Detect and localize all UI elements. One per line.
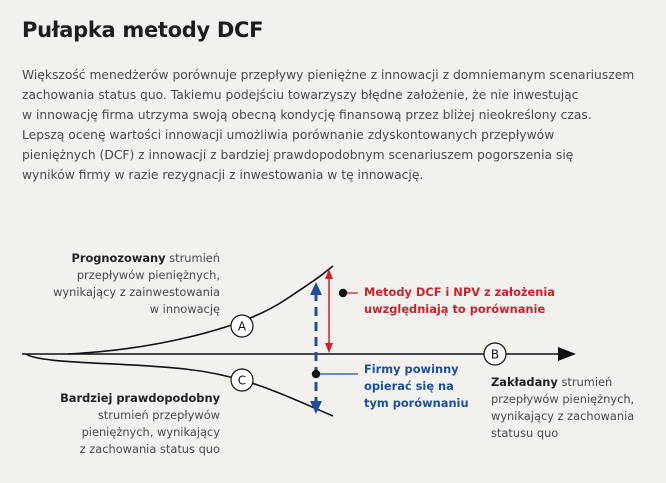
assumed-label-bold: Zakładany [491,375,558,389]
svg-text:B: B [490,347,500,362]
assumed-label-line: statusu quo [491,426,559,440]
blue-arrowhead-up [310,282,322,295]
firms-label [364,361,484,412]
assumed-label [491,374,661,442]
marker-c [231,369,253,391]
baseline-arrowhead [558,347,576,361]
assumed-label-line: wynikający z zachowania [491,409,635,423]
likely-label [30,390,220,458]
blue-leader-dot [312,370,320,378]
firms-label-line: tym porównaniu [364,396,469,410]
intro-line: pieniężnych (DCF) z innowacji z bardziej prawdopodobnym scenariuszem pogorszenia się [22,148,574,162]
dcf-label [364,284,564,318]
likely-label-line: pieniężnych, wynikający [81,425,220,439]
assumed-label-line: strumień [561,375,613,389]
dcf-label-line: Metody DCF i NPV z założenia [364,285,555,299]
forecast-label-line: w innowację [149,302,220,316]
assumed-label-line: przepływów pieniężnych, [491,392,635,406]
svg-text:C: C [237,373,247,388]
page-title: Pułapka metody DCF [22,18,264,42]
likely-label-line: strumień przepływów [97,408,220,422]
firms-label-line: opierać się na [364,379,454,393]
forecast-label-bold: Prognozowany [71,251,166,265]
likely-label-bold: Bardziej prawdopodobny [60,391,220,405]
intro-line: Większość menedżerów porównuje przepływy pieniężne z innowacji z domniemanym scenariuszem [22,68,635,82]
likely-label-line: z zachowania status quo [79,442,220,456]
intro-line: wyników firmy w razie rezygnacji z inwestowania w tę innowację. [22,168,424,182]
forecast-label-line: wynikający z zainwestowania [53,285,220,299]
forecast-label-line: przepływów pieniężnych, [76,268,220,282]
svg-text:A: A [237,319,247,334]
intro-line: zachowania status quo. Takiemu podejściu towarzyszy błędne założenie, że nie inwestując [22,88,579,102]
marker-a [231,315,253,337]
intro-line: w innowację firma utrzyma swoją obecną kondycję finansową przez bliżej nieokreślony czas. [22,108,592,122]
forecast-label [30,250,220,318]
forecast-label-line: strumień [169,251,220,265]
marker-b [484,343,506,365]
red-leader-dot [339,289,347,297]
firms-label-line: Firmy powinny [364,362,459,376]
dcf-label-line: uwzględniają to porównanie [364,302,546,316]
red-arrowhead-down [325,343,333,353]
intro-line: Lepszą ocenę wartości innowacji umożliwia porównanie zdyskontowanych przepływów [22,128,555,142]
